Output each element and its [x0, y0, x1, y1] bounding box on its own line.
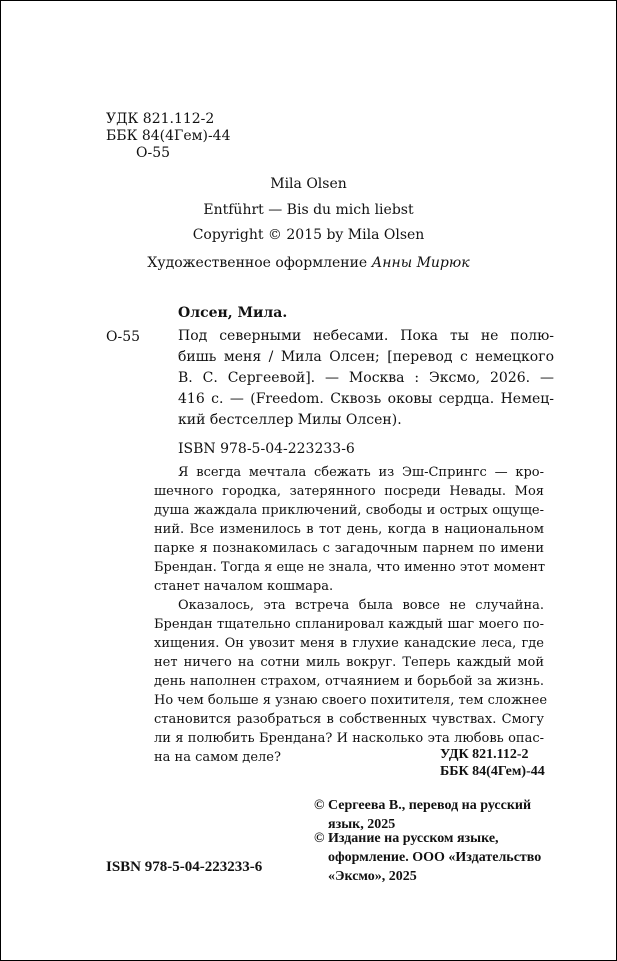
- annotation-line: на на самом деле?: [154, 750, 281, 765]
- card-isbn: ISBN 978-5-04-223233-6: [178, 441, 355, 457]
- annotation-line: ли я полюбить Брендана? И насколько эта любовь опас-: [154, 731, 544, 746]
- card-description: [178, 327, 554, 432]
- card-line: 416 с. — (Freedom. Сквозь оковы сердца. Немец-: [178, 391, 554, 407]
- copyright-line: © Издание на русском языке,: [314, 831, 499, 846]
- annotation-line: Брендан тщательно спланировал каждый шаг моего по-: [154, 617, 544, 632]
- design-credit: [0, 254, 617, 273]
- design-credit-label: Художественное оформление: [147, 255, 368, 271]
- udk-code: УДК 821.112-2: [106, 111, 215, 127]
- copyright-line: «Эксмо», 2025: [328, 869, 417, 884]
- card-line: бишь меня / Мила Олсен; [перевод с немецкого: [178, 349, 554, 365]
- annotation-line: Но чем больше я узнаю своего похитителя, тем сложнее: [154, 693, 548, 708]
- annotation-line: хищения. Он увозит меня в глухие канадские леса, где: [154, 636, 544, 651]
- card-line: Под северными небесами. Пока ты не полю-: [178, 328, 554, 344]
- annotation-line: парке я познакомилась с загадочным парнем по имени: [154, 541, 544, 556]
- original-author: Mila Olsen: [270, 176, 347, 192]
- author-mark: О-55: [136, 145, 171, 161]
- annotation-line: нет ничего на сотни миль вокруг. Теперь каждый мой: [154, 655, 544, 670]
- annotation-paragraph-1: [154, 464, 544, 597]
- annotation-line: ний. Все изменилось в тот день, когда в национальном: [154, 522, 544, 537]
- footer-copyright-edition: [314, 829, 541, 886]
- footer-bbk: ББК 84(4Гем)-44: [440, 764, 545, 779]
- bbk-code: ББК 84(4Гем)-44: [106, 128, 231, 144]
- design-credit-name: Анны Мирюк: [371, 255, 470, 271]
- card-heading: Олсен, Мила.: [178, 305, 288, 321]
- footer-isbn: ISBN 978-5-04-223233-6: [106, 859, 263, 875]
- copyright-line: оформление. ООО «Издательство: [328, 850, 542, 865]
- card-mark: О-55: [106, 329, 141, 345]
- annotation: [154, 464, 548, 768]
- annotation-line: душа жаждала приключений, свободы и острых ощуще-: [154, 503, 544, 518]
- annotation-line: Брендан. Тогда я еще не знала, что именно этот момент: [154, 560, 546, 575]
- annotation-line: станет началом кошмара.: [154, 579, 334, 594]
- original-title: Entführt — Bis du mich liebst: [203, 202, 414, 218]
- annotation-paragraph-2: [154, 597, 548, 768]
- annotation-line: Я всегда мечтала сбежать из Эш-Спрингс — кро-: [178, 465, 544, 480]
- footer-udk: УДК 821.112-2: [440, 747, 529, 762]
- copyright-line: язык, 2025: [328, 817, 396, 832]
- original-copyright: Copyright © 2015 by Mila Olsen: [192, 227, 425, 243]
- annotation-line: день наполнен страхом, отчаянием и борьбой за жизнь.: [154, 674, 544, 689]
- annotation-line: шечного городка, затерянного посреди Невады. Моя: [154, 484, 544, 499]
- card-line: В. С. Сергеевой]. — Москва : Эксмо, 2026. —: [178, 370, 554, 386]
- annotation-line: становится разобраться в собственных чувствах. Смогу: [154, 712, 544, 727]
- annotation-line: Оказалось, эта встреча была вовсе не случайна.: [178, 598, 544, 613]
- card-line: кий бестселлер Милы Олсен).: [178, 412, 402, 428]
- copyright-line: © Сергеева В., перевод на русский: [314, 798, 532, 813]
